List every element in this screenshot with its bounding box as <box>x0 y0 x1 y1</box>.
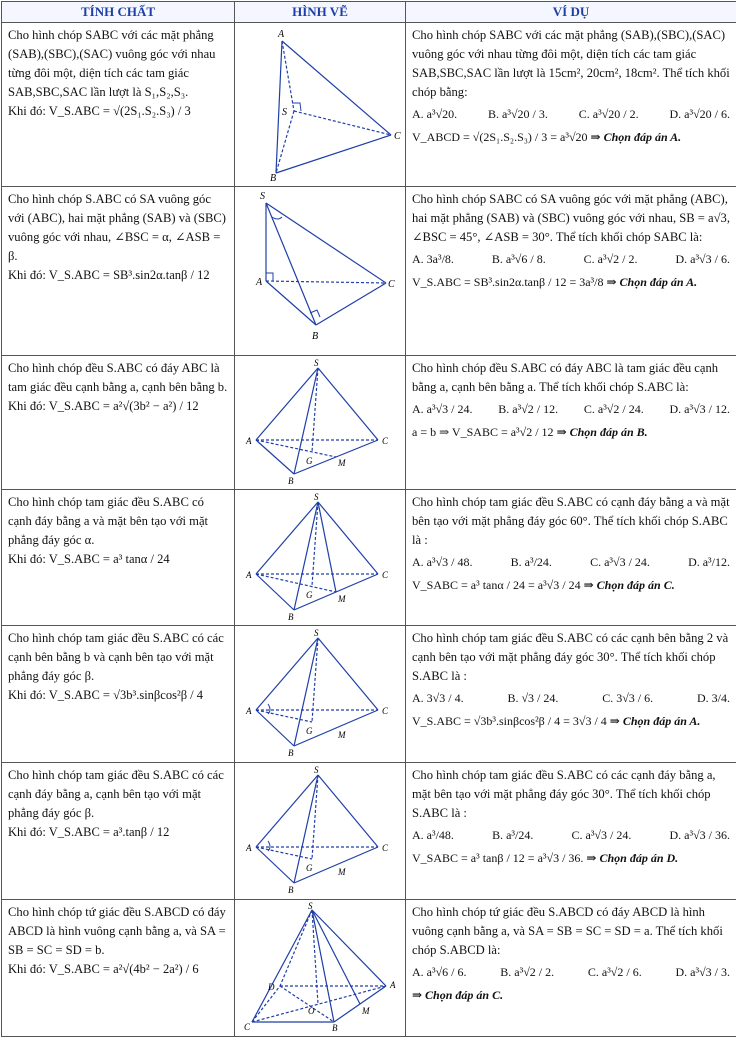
label-B: B <box>288 476 294 486</box>
property-text: Cho hình chóp tứ giác đều S.ABCD có đáy ABCD là hình vuông cạnh bằng a, và SA = SB = SC = SD = b. <box>8 903 228 960</box>
result: ⇒ Chọn đáp án A. <box>606 275 697 289</box>
label-S: S <box>314 492 319 502</box>
example-text: Cho hình chóp đều S.ABC có đáy ABC là tam giác đều cạnh bằng a, cạnh bên bằng a. Thể tích khối chóp S.ABC là: <box>412 359 730 397</box>
answer-d: D. a³√3 / 12. <box>669 400 730 419</box>
label-C: C <box>382 706 389 716</box>
answer-d: D. 3/4. <box>697 689 730 708</box>
answer-b: B. a³/24. <box>492 826 533 845</box>
solution: V_S.ABC = SB³.sin2α.tanβ / 12 = 3a³/8 <box>412 275 603 289</box>
label-B: B <box>312 331 318 342</box>
result: ⇒ Chọn đáp án A. <box>591 130 682 144</box>
answer-choices <box>412 400 730 419</box>
label-D: D <box>267 982 275 992</box>
label-A: A <box>245 843 252 853</box>
label-G: G <box>306 726 313 736</box>
answer-b: B. a³√6 / 8. <box>492 250 546 269</box>
label-G: G <box>306 863 313 873</box>
example-text: Cho hình chóp tam giác đều S.ABC có các cạnh đáy bằng a, mặt bên tạo với mặt phẳng đáy góc 30°. Thể tích khối chóp S.ABC là : <box>412 766 730 823</box>
answer-a: A. a³√20. <box>412 105 457 124</box>
answer-choices <box>412 826 730 845</box>
label-S: S <box>308 901 313 911</box>
solution: V_ABCD = √(2S₁.S₂.S₃) / 3 = a³√20 <box>412 130 588 144</box>
label-M: M <box>337 594 346 604</box>
answer-c: C. a³√3 / 24. <box>590 553 650 572</box>
property-text: Cho hình chóp đều S.ABC có đáy ABC là tam giác đều cạnh bằng a, cạnh bên bằng b. <box>8 359 228 397</box>
header-example: VÍ DỤ <box>406 2 736 23</box>
answer-d: D. a³√3 / 36. <box>669 826 730 845</box>
answer-c: C. a³√2 / 6. <box>588 963 642 982</box>
label-A: A <box>245 436 252 446</box>
label-A: A <box>277 29 285 40</box>
label-S: S <box>314 628 319 638</box>
property-formula: Khi đó: V_S.ABC = √(2S₁.S₂.S₃) / 3 <box>8 102 228 121</box>
answer-c: C. a³√2 / 2. <box>584 250 638 269</box>
answer-c: C. a³√2 / 24. <box>584 400 644 419</box>
label-A: A <box>245 570 252 580</box>
solution: V_SABC = a³ tanβ / 12 = a³√3 / 36. <box>412 851 583 865</box>
table-row <box>2 490 736 626</box>
figure-regular-pyramid-base-angle <box>236 763 404 895</box>
answer-a: A. a³√6 / 6. <box>412 963 467 982</box>
label-S: S <box>282 107 287 118</box>
answer-a: A. 3√3 / 4. <box>412 689 464 708</box>
result: ⇒ Chọn đáp án C. <box>584 578 675 592</box>
table-row <box>2 356 736 490</box>
property-text: Cho hình chóp tam giác đều S.ABC có cạnh đáy bằng a và mặt bên tạo với mặt phẳng đáy góc α. <box>8 493 228 550</box>
solution: a = b ⇒ V_SABC = a³√2 / 12 <box>412 425 554 439</box>
property-formula: Khi đó: V_S.ABC = a²√(4b² − 2a²) / 6 <box>8 960 228 979</box>
answer-b: B. a³√2 / 2. <box>500 963 554 982</box>
label-M: M <box>361 1006 370 1016</box>
label-C: C <box>388 279 395 290</box>
label-M: M <box>337 867 346 877</box>
result: ⇒ Chọn đáp án A. <box>610 714 701 728</box>
answer-a: A. a³/48. <box>412 826 454 845</box>
table-row <box>2 626 736 763</box>
label-S: S <box>260 191 265 202</box>
answer-d: D. a³√3 / 3. <box>675 963 730 982</box>
answer-c: C. a³√3 / 24. <box>571 826 631 845</box>
answer-d: D. a³/12. <box>688 553 730 572</box>
answer-b: B. a³√20 / 3. <box>488 105 548 124</box>
example-text: Cho hình chóp SABC có SA vuông góc với mặt phẳng (ABC), hai mặt phẳng (SAB) và (SBC) vuông góc với nhau, SB = a√3, ∠BSC = 45°, ∠ASB = 30°. Thể tích khối chóp SABC là: <box>412 190 730 247</box>
property-formula: Khi đó: V_S.ABC = a³.tanβ / 12 <box>8 823 228 842</box>
label-A: A <box>389 980 396 990</box>
label-G: G <box>306 590 313 600</box>
example-text: Cho hình chóp tam giác đều S.ABC có các cạnh bên bằng 2 và cạnh bên tạo với mặt phẳng đáy góc 30°. Thể tích khối chóp S.ABC là : <box>412 629 730 686</box>
label-A: A <box>255 277 263 288</box>
answer-choices <box>412 105 730 124</box>
answer-choices <box>412 963 730 982</box>
label-S: S <box>314 358 319 368</box>
header-property: TÍNH CHẤT <box>2 2 235 23</box>
answer-choices <box>412 689 730 708</box>
table-row <box>2 187 736 356</box>
figure-regular-triangular-pyramid <box>236 356 404 486</box>
property-text: Cho hình chóp S.ABC có SA vuông góc với (ABC), hai mặt phẳng (SAB) và (SBC) vuông góc với nhau, ∠BSC = α, ∠ASB = β. <box>8 190 228 266</box>
figure-trirectangular-pyramid <box>236 23 404 183</box>
answer-a: A. 3a³/8. <box>412 250 454 269</box>
label-C: C <box>382 570 389 580</box>
label-M: M <box>337 730 346 740</box>
answer-a: A. a³√3 / 24. <box>412 400 473 419</box>
property-formula: Khi đó: V_S.ABC = √3b³.sinβcos²β / 4 <box>8 686 228 705</box>
header-figure: HÌNH VẼ <box>235 2 406 23</box>
property-formula: Khi đó: V_S.ABC = SB³.sin2α.tanβ / 12 <box>8 266 228 285</box>
answer-choices <box>412 553 730 572</box>
example-text: Cho hình chóp SABC với các mặt phẳng (SAB),(SBC),(SAC) vuông góc với nhau từng đôi một, diện tích các tam giác SAB,SBC,SAC lần lượt là 15cm², 20cm², 18cm². Thể tích khối chóp bằng: <box>412 26 730 102</box>
answer-a: A. a³√3 / 48. <box>412 553 473 572</box>
property-text: Cho hình chóp SABC với các mặt phẳng (SAB),(SBC),(SAC) vuông góc với nhau từng đôi một, diện tích các tam giác SAB,SBC,SAC lần lượt là S₁,S₂,S₃. <box>8 26 228 102</box>
figure-square-pyramid <box>236 900 404 1032</box>
summary-table <box>1 1 736 1037</box>
answer-b: B. √3 / 24. <box>507 689 558 708</box>
figure-right-pyramid-sa <box>236 187 404 347</box>
result: ⇒ Chọn đáp án D. <box>586 851 678 865</box>
property-text: Cho hình chóp tam giác đều S.ABC có các cạnh bên bằng b và cạnh bên tạo với mặt phẳng đáy góc β. <box>8 629 228 686</box>
figure-regular-pyramid-face-angle <box>236 490 404 622</box>
label-M: M <box>337 458 346 468</box>
property-formula: Khi đó: V_S.ABC = a²√(3b² − a²) / 12 <box>8 397 228 416</box>
example-text: Cho hình chóp tam giác đều S.ABC có cạnh đáy bằng a và mặt bên tạo với mặt phẳng đáy góc 60°. Thể tích khối chóp S.ABC là : <box>412 493 730 550</box>
label-C: C <box>244 1022 251 1032</box>
label-C: C <box>394 131 401 142</box>
label-A: A <box>245 706 252 716</box>
property-text: Cho hình chóp tam giác đều S.ABC có các cạnh đáy bằng a, cạnh bên tạo với mặt phẳng đáy góc β. <box>8 766 228 823</box>
example-text: Cho hình chóp tứ giác đều S.ABCD có đáy ABCD là hình vuông cạnh bằng a, và SA = SB = SC = SD = a. Thể tích khối chóp S.ABCD là: <box>412 903 730 960</box>
figure-regular-pyramid-edge-angle <box>236 626 404 758</box>
result: ⇒ Chọn đáp án B. <box>557 425 648 439</box>
table-row <box>2 763 736 900</box>
solution: V_SABC = a³ tanα / 24 = a³√3 / 24 <box>412 578 581 592</box>
answer-c: C. 3√3 / 6. <box>602 689 653 708</box>
label-B: B <box>332 1023 338 1032</box>
answer-d: D. a³√3 / 6. <box>675 250 730 269</box>
label-C: C <box>382 843 389 853</box>
label-B: B <box>270 173 276 183</box>
label-S: S <box>314 765 319 775</box>
result: ⇒ Chọn đáp án C. <box>412 988 503 1002</box>
answer-c: C. a³√20 / 2. <box>579 105 639 124</box>
answer-choices <box>412 250 730 269</box>
label-O: O <box>308 1006 315 1016</box>
answer-b: B. a³√2 / 12. <box>498 400 558 419</box>
label-C: C <box>382 436 389 446</box>
answer-b: B. a³/24. <box>511 553 552 572</box>
label-G: G <box>306 456 313 466</box>
label-B: B <box>288 748 294 758</box>
solution: V_S.ABC = √3b³.sinβcos²β / 4 = 3√3 / 4 <box>412 714 607 728</box>
property-formula: Khi đó: V_S.ABC = a³ tanα / 24 <box>8 550 228 569</box>
table-row <box>2 900 736 1037</box>
answer-d: D. a³√20 / 6. <box>669 105 730 124</box>
label-B: B <box>288 885 294 895</box>
table-row <box>2 23 736 187</box>
label-B: B <box>288 612 294 622</box>
